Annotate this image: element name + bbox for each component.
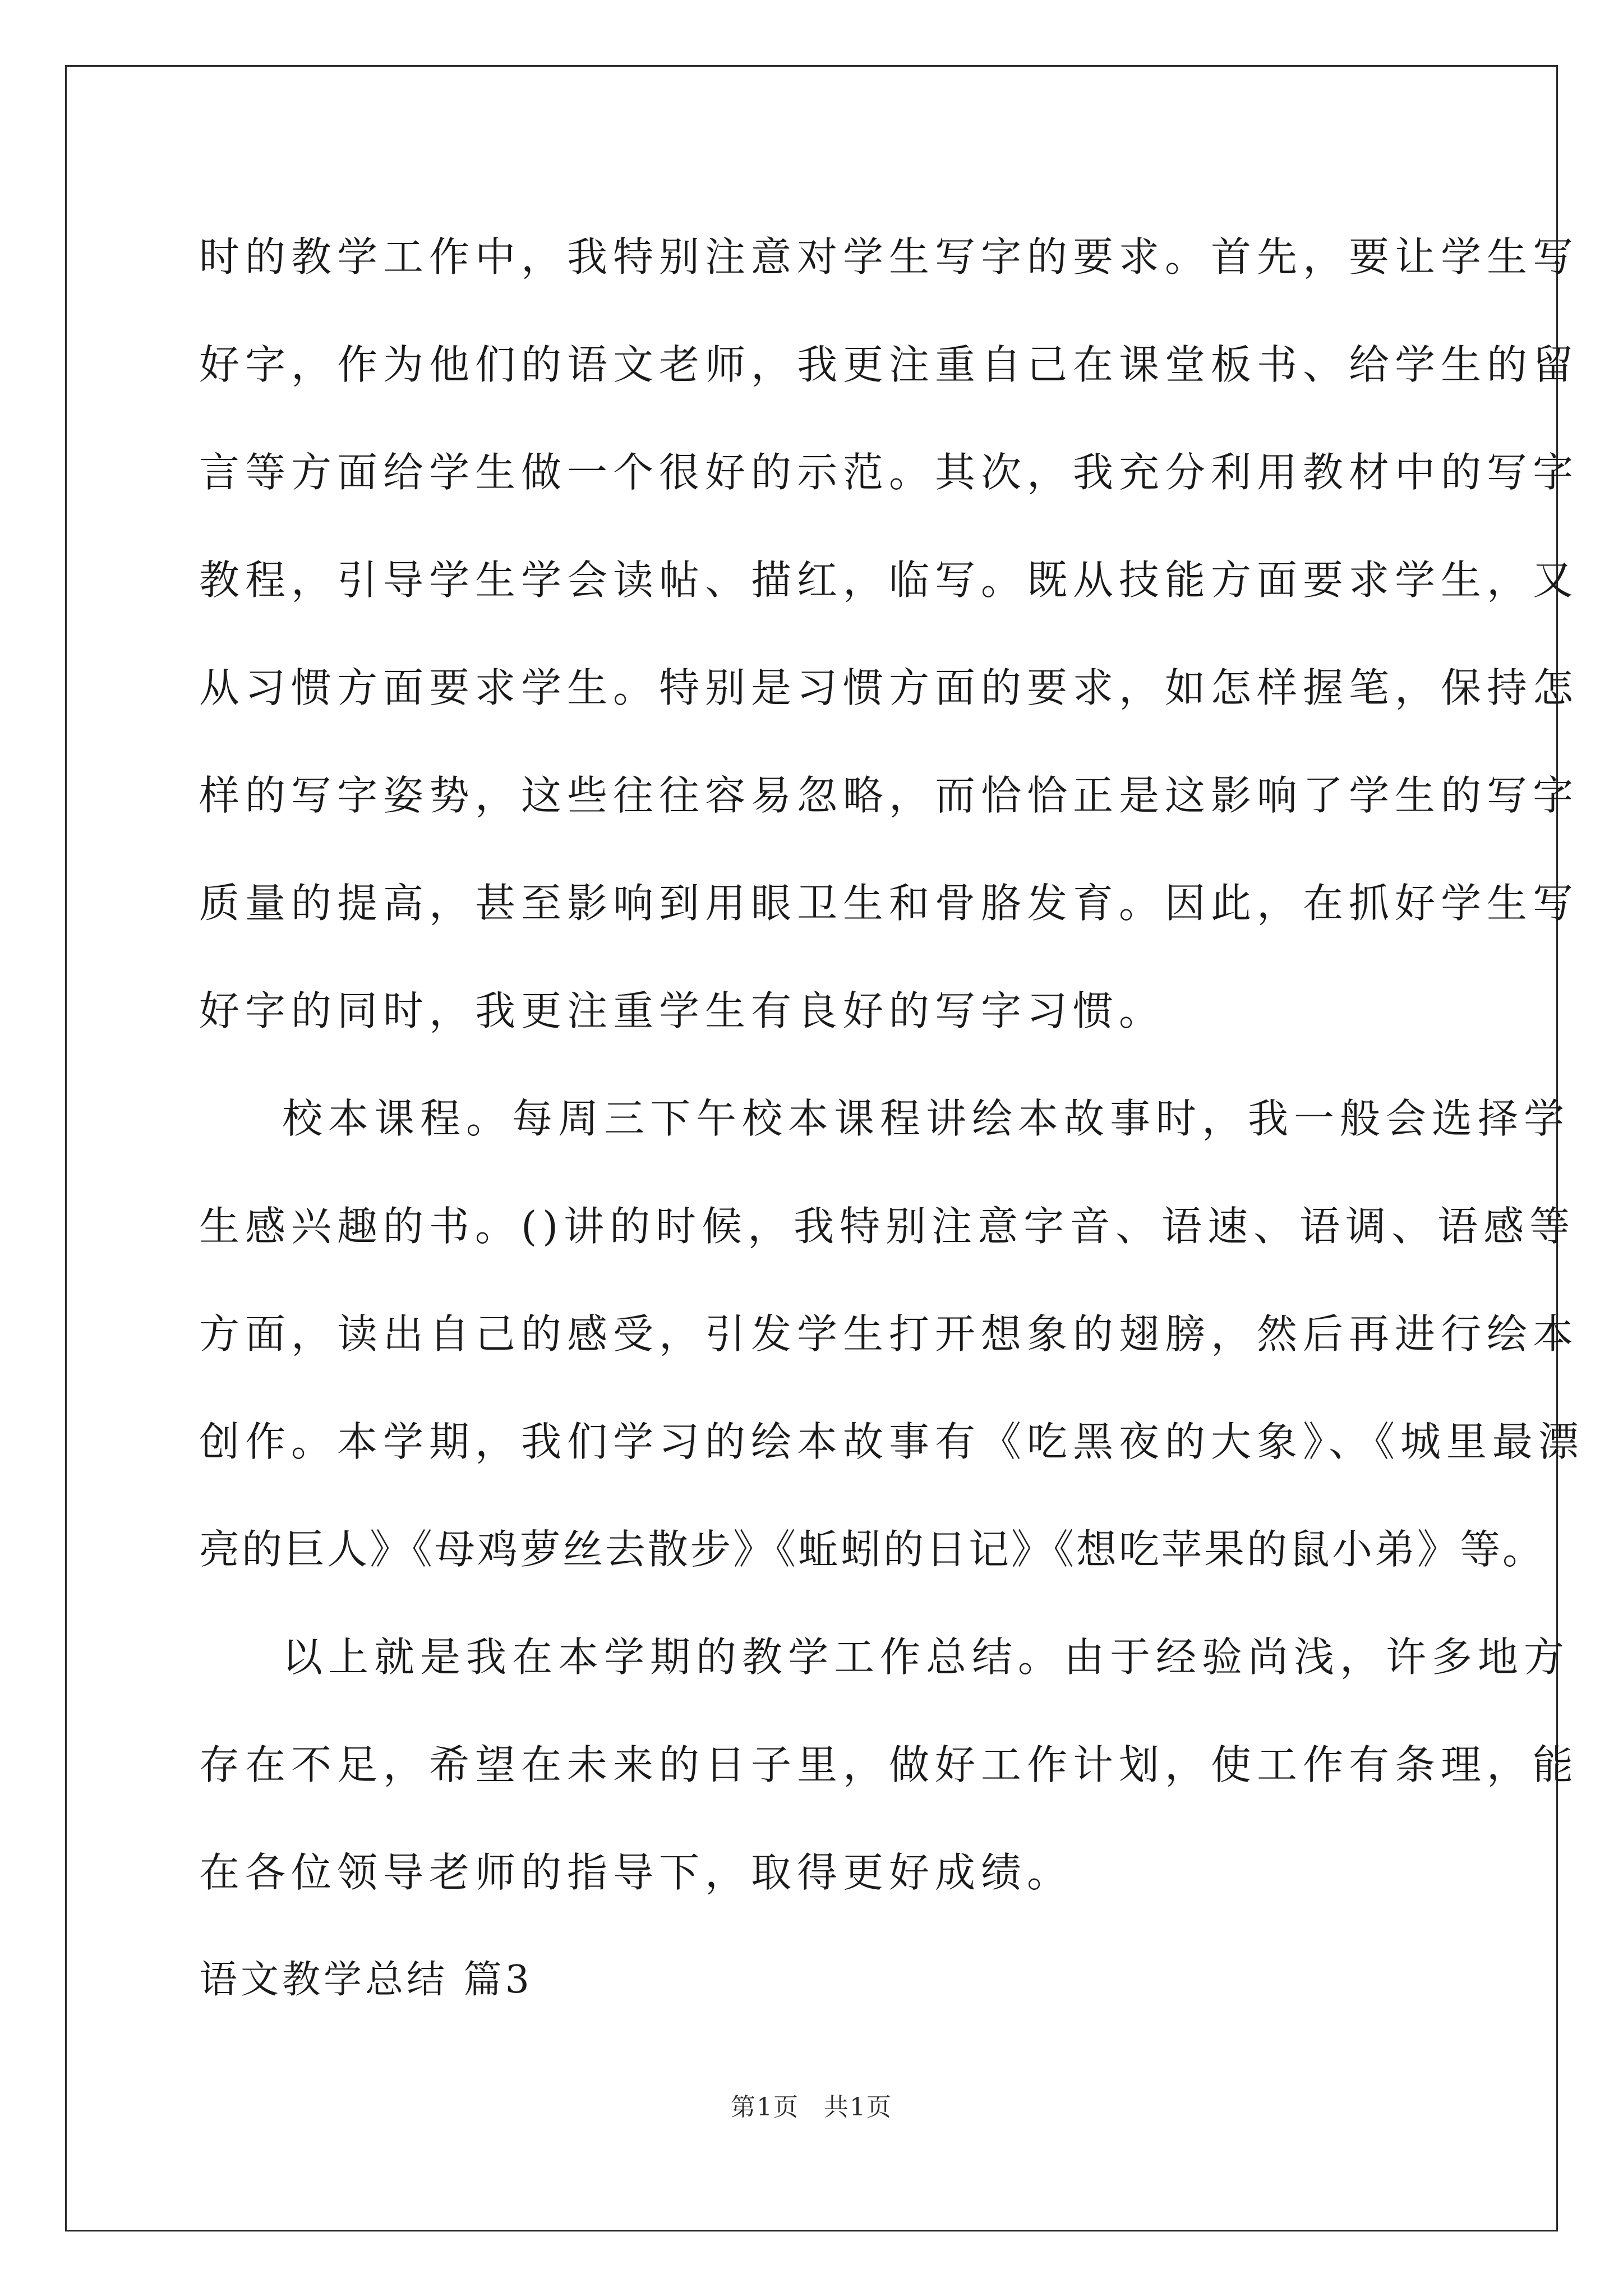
text-line: 创作。本学期，我们学习的绘本故事有《吃黑夜的大象》、《城里最漂 bbox=[199, 1418, 1585, 1465]
page-footer bbox=[0, 2087, 1623, 2123]
text-line: 在各位领导老师的指导下，取得更好成绩。 bbox=[199, 1849, 1073, 1896]
paragraph-1 bbox=[199, 203, 1579, 1065]
text-line: 生感兴趣的书。()讲的时候，我特别注意字音、语速、语调、语感等 bbox=[199, 1203, 1576, 1250]
text-line: 质量的提高，甚至影响到用眼卫生和骨胳发育。因此，在抓好学生写 bbox=[199, 880, 1579, 927]
text-line: 亮的巨人》《母鸡萝丝去散步》《蚯蚓的日记》《想吃苹果的鼠小弟》等。 bbox=[199, 1526, 1546, 1573]
text-line: 方面，读出自己的感受，引发学生打开想象的翅膀，然后再进行绘本 bbox=[199, 1310, 1579, 1358]
text-line: 校本课程。每周三下午校本课程讲绘本故事时，我一般会选择学 bbox=[282, 1095, 1570, 1142]
paragraph-3 bbox=[199, 1603, 1579, 1926]
document-body bbox=[199, 203, 1585, 2034]
text-line: 好字的同时，我更注重学生有良好的写字习惯。 bbox=[199, 987, 1165, 1034]
text-line: 教程，引导学生学会读帖、描红，临写。既从技能方面要求学生，又 bbox=[199, 556, 1579, 604]
paragraph-2 bbox=[199, 1065, 1585, 1603]
text-line: 从习惯方面要求学生。特别是习惯方面的要求，如怎样握笔，保持怎 bbox=[199, 664, 1579, 711]
page-number: 第1页 bbox=[731, 2093, 799, 2122]
text-line: 样的写字姿势，这些往往容易忽略，而恰恰正是这影响了学生的写字 bbox=[199, 772, 1579, 819]
text-line: 时的教学工作中，我特别注意对学生写字的要求。首先，要让学生写 bbox=[199, 233, 1579, 280]
text-line: 言等方面给学生做一个很好的示范。其次，我充分利用教材中的写字 bbox=[199, 449, 1579, 496]
section-heading: 语文教学总结 篇3 bbox=[199, 1958, 533, 2002]
text-line: 存在不足，希望在未来的日子里，做好工作计划，使工作有条理，能 bbox=[199, 1741, 1579, 1788]
text-line: 好字，作为他们的语文老师，我更注重自己在课堂板书、给学生的留 bbox=[199, 341, 1579, 388]
text-line: 以上就是我在本学期的教学工作总结。由于经验尚浅，许多地方 bbox=[282, 1634, 1570, 1681]
total-pages: 共1页 bbox=[824, 2093, 892, 2122]
